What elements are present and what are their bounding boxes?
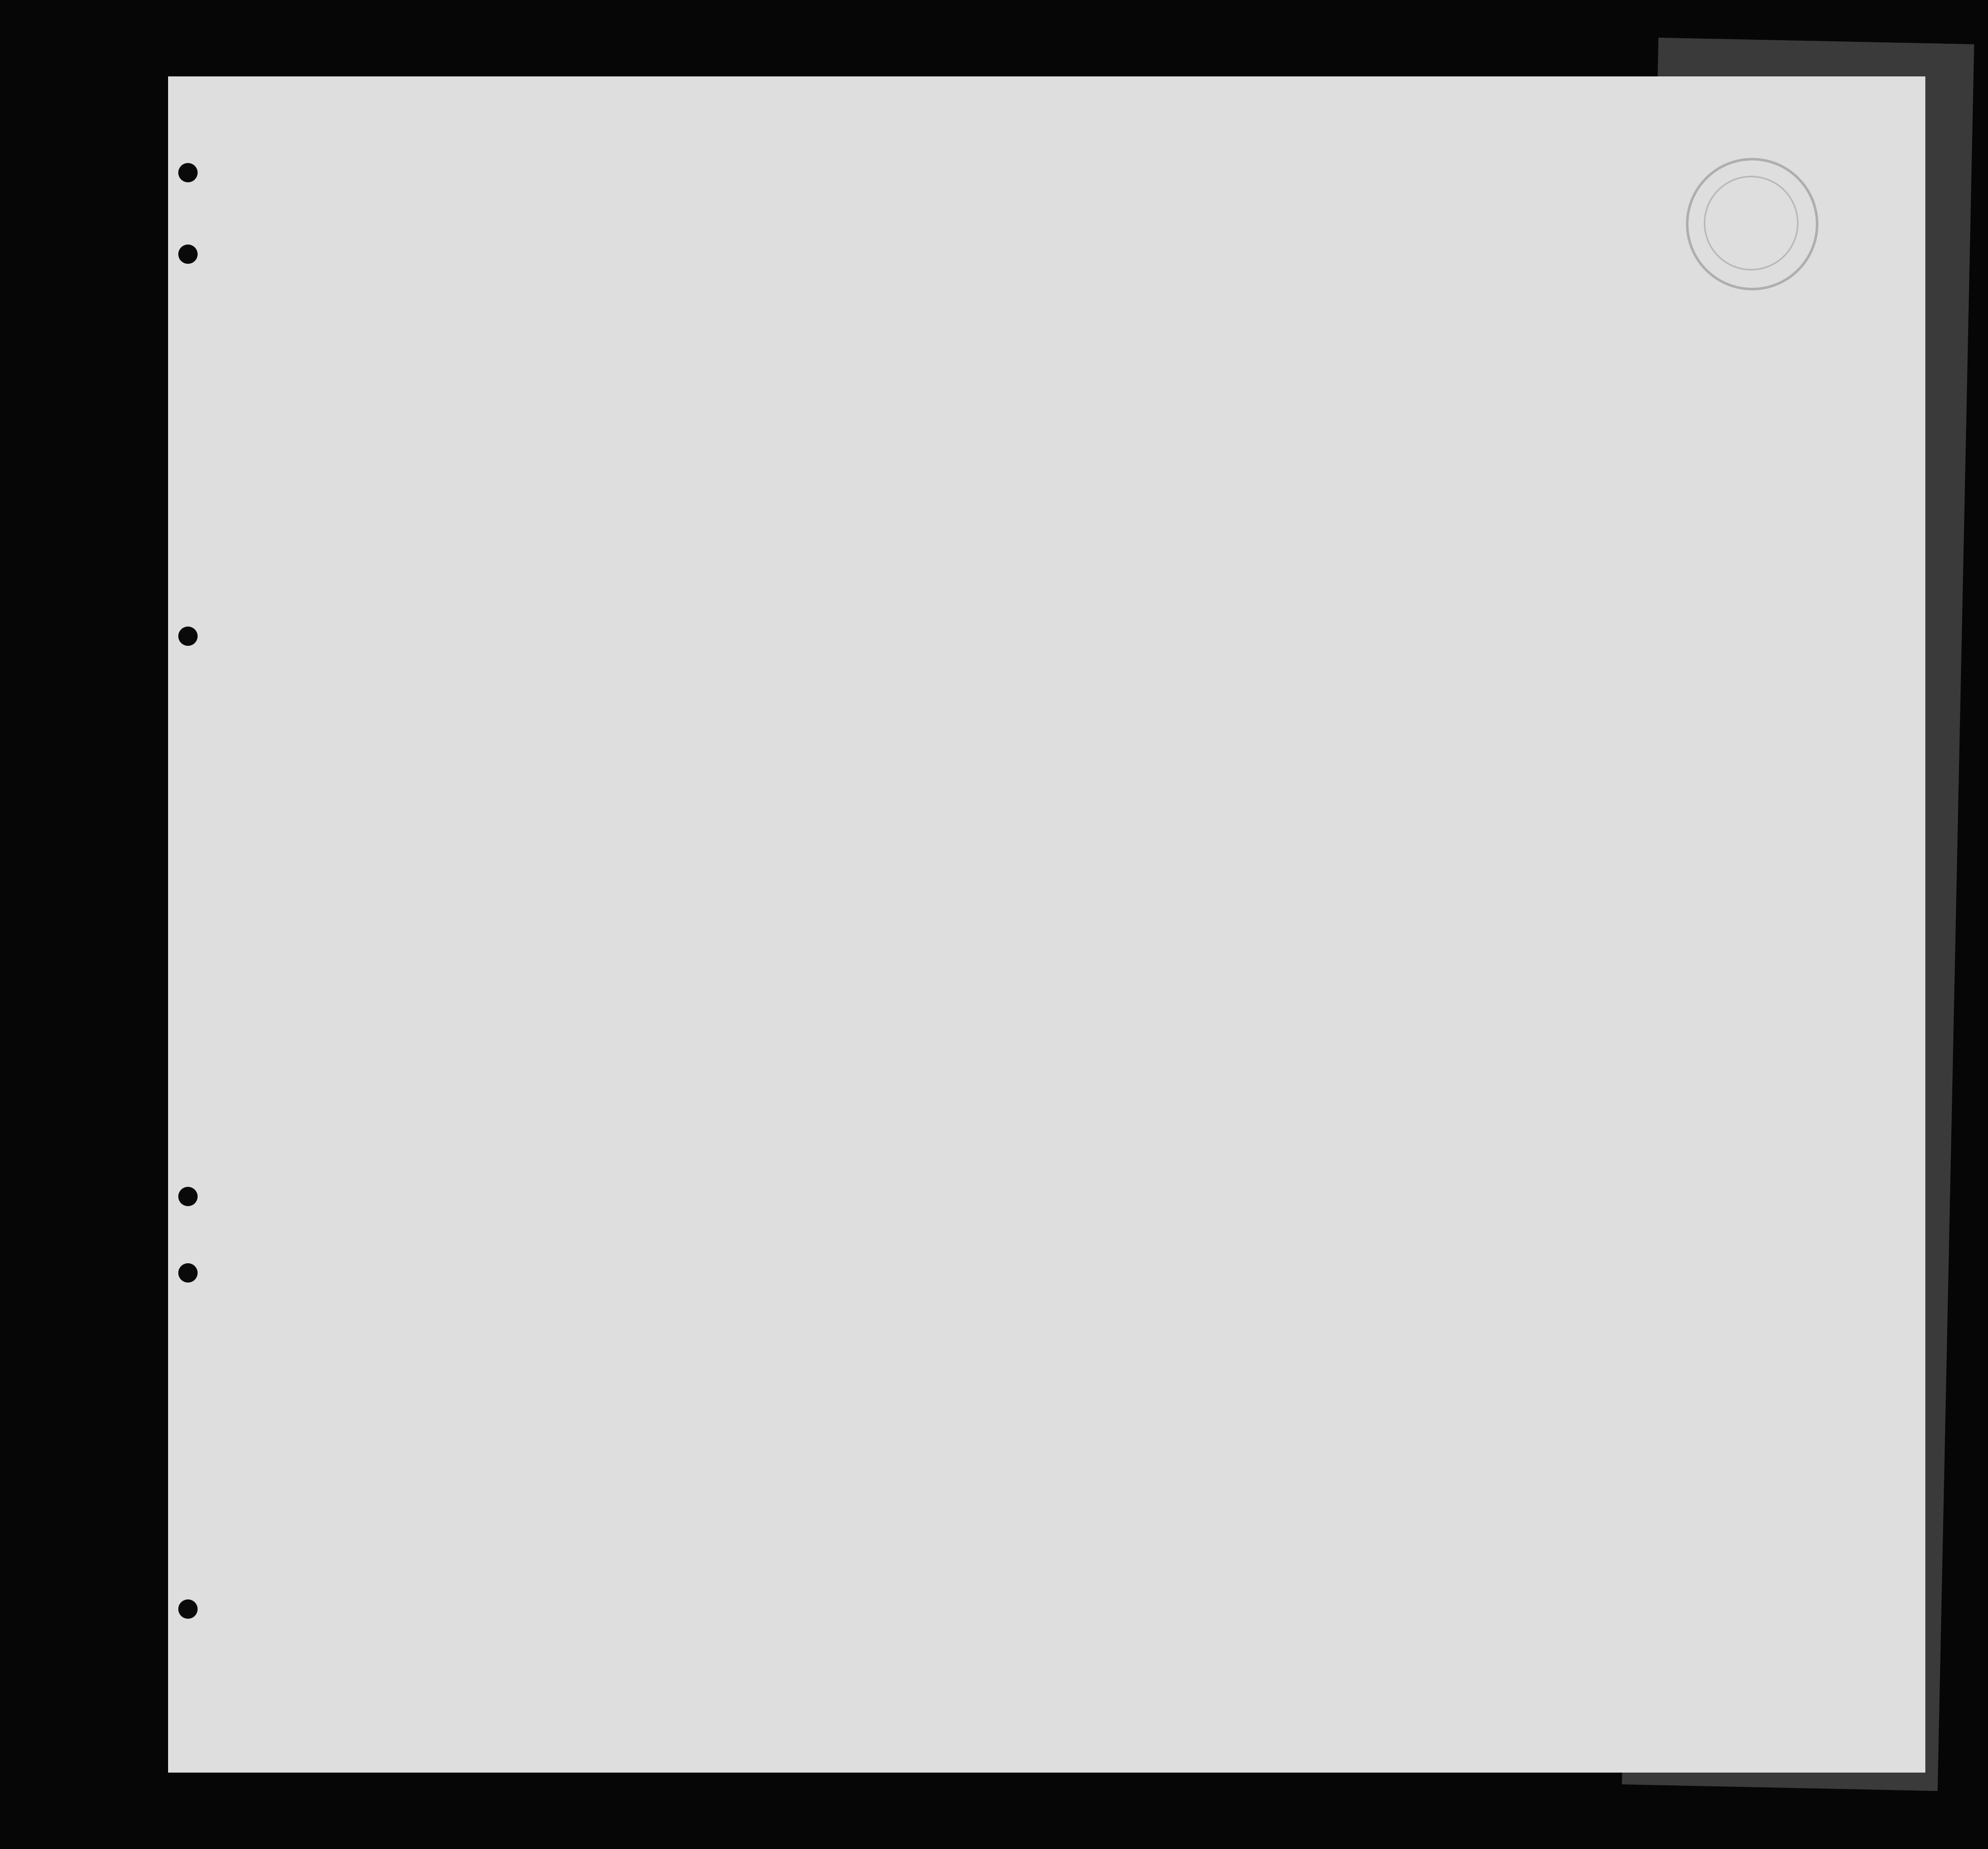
manifest-page	[168, 76, 1925, 1773]
manifest-grid	[168, 76, 1925, 1773]
